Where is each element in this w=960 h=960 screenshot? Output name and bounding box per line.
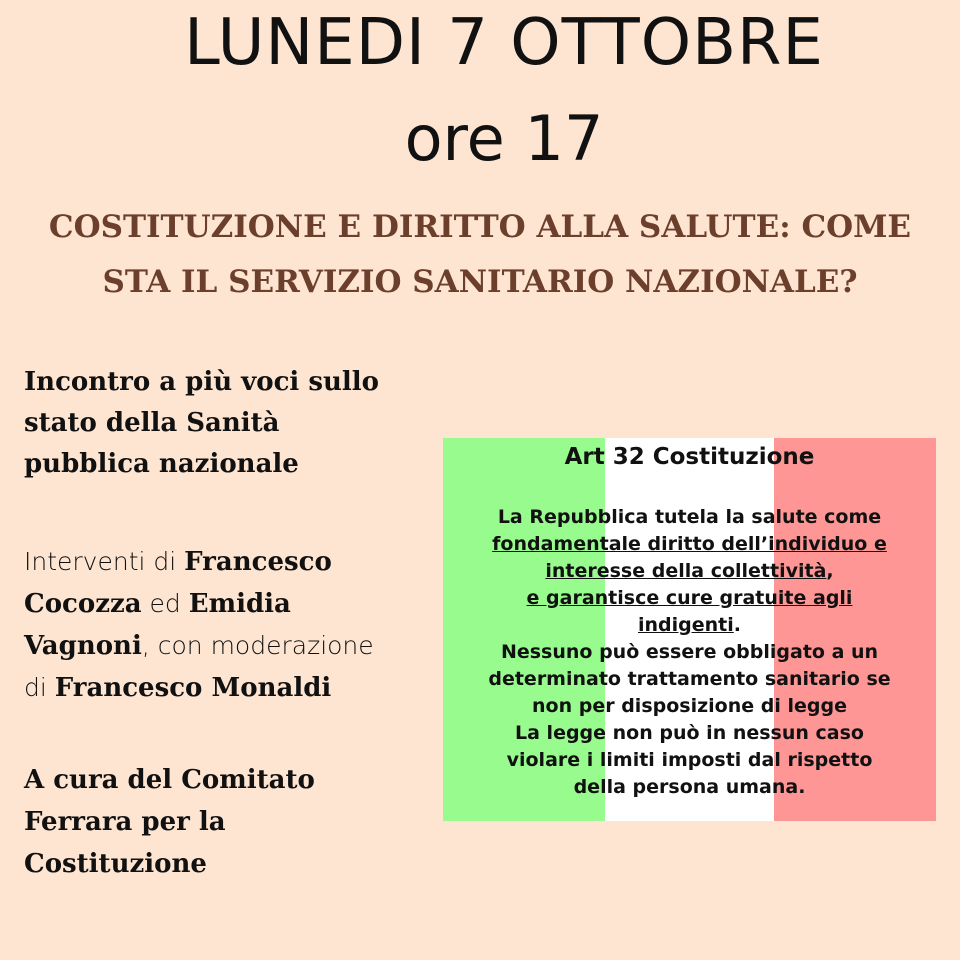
article-line5: indigenti xyxy=(638,614,734,636)
moderator-name: Francesco Monaldi xyxy=(54,673,332,703)
article-line11: della persona umana. xyxy=(573,776,806,798)
curated-line1: A cura del Comitato xyxy=(24,765,315,795)
article-line10: violare i limiti imposti dal rispetto xyxy=(506,749,873,771)
curated-line2: Ferrara per la xyxy=(24,807,226,837)
article-title: Art 32 Costituzione xyxy=(564,444,815,470)
event-details xyxy=(24,362,444,885)
article-line7: determinato trattamento sanitario se xyxy=(488,668,891,690)
event-time: ore 17 xyxy=(404,102,604,175)
intro-line3: pubblica nazionale xyxy=(24,449,299,479)
speakers-di: di xyxy=(24,673,55,702)
event-title-line2: STA IL SERVIZIO SANITARIO NAZIONALE? xyxy=(102,264,858,300)
speaker2-last: Vagnoni xyxy=(24,631,142,661)
article-line3-end: , xyxy=(826,560,834,582)
article-line1: La Repubblica tutela la salute come xyxy=(497,506,882,528)
intro-line2: stato della Sanità xyxy=(24,408,280,438)
article-text xyxy=(443,504,936,801)
speaker1-first: Francesco xyxy=(184,547,332,577)
speakers-text xyxy=(24,541,444,709)
article-line9: La legge non può in nessun caso xyxy=(515,722,864,744)
article-line6: Nessuno può essere obbligato a un xyxy=(500,641,879,663)
article-line2: fondamentale diritto dell’individuo e xyxy=(492,533,887,555)
curated-line3: Costituzione xyxy=(24,849,207,879)
speakers-moderation: , con moderazione xyxy=(141,631,374,660)
italian-flag-box xyxy=(443,438,936,821)
curated-by xyxy=(24,759,444,885)
article-line4: e garantisce cure gratuite agli xyxy=(526,587,853,609)
event-date: LUNEDI 7 OTTOBRE xyxy=(184,6,824,80)
article-line3: interesse della collettività xyxy=(545,560,827,582)
article-line5-end: . xyxy=(733,614,741,636)
intro-text xyxy=(24,362,444,485)
speaker2-first: Emidia xyxy=(188,589,291,619)
event-title-line1: COSTITUZIONE E DIRITTO ALLA SALUTE: COME xyxy=(48,209,912,245)
speakers-conj: ed xyxy=(141,589,189,618)
article-line8: non per disposizione di legge xyxy=(532,695,847,717)
speaker1-last: Cocozza xyxy=(24,589,142,619)
speakers-prefix: Interventi di xyxy=(24,547,185,576)
event-title xyxy=(20,200,940,310)
intro-line1: Incontro a più voci sullo xyxy=(24,367,379,397)
